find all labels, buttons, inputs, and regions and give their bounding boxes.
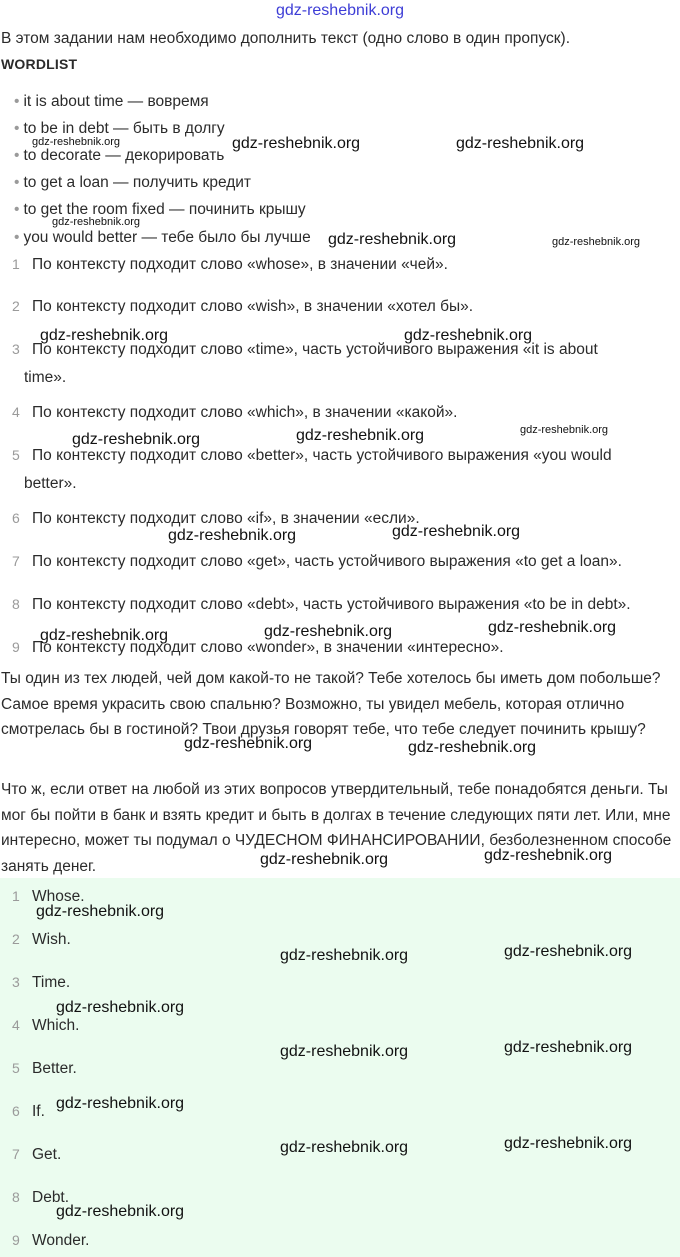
bullet-icon: • bbox=[14, 120, 20, 137]
item-number: 1 bbox=[12, 256, 20, 272]
watermark: gdz-reshebnik.org bbox=[232, 135, 361, 152]
bullet-icon: • bbox=[14, 201, 20, 218]
watermark: gdz-reshebnik.org bbox=[392, 523, 521, 540]
explanation-text: По контексту подходит слово «if», в значении «если». bbox=[32, 510, 420, 527]
watermark: gdz-reshebnik.org bbox=[488, 619, 617, 636]
watermark: gdz-reshebnik.org bbox=[184, 735, 313, 752]
answer-word: Get. bbox=[32, 1146, 62, 1163]
watermark: gdz-reshebnik.org bbox=[280, 1043, 409, 1060]
answer-item bbox=[0, 974, 680, 994]
watermark: gdz-reshebnik.org bbox=[504, 1135, 633, 1152]
answer-word: Which. bbox=[32, 1017, 80, 1034]
item-number: 6 bbox=[12, 510, 20, 526]
item-number: 2 bbox=[12, 298, 20, 314]
watermark: gdz-reshebnik.org bbox=[56, 999, 185, 1016]
wordlist-item: • to get a loan — получить кредит bbox=[14, 174, 252, 191]
wordlist-item: • to be in debt — быть в долгу bbox=[14, 120, 225, 137]
watermark: gdz-reshebnik.org bbox=[280, 947, 409, 964]
answer-item bbox=[0, 1232, 680, 1252]
site-header-watermark[interactable]: gdz-reshebnik.org bbox=[275, 2, 405, 19]
item-number: 4 bbox=[12, 404, 20, 420]
text-paragraph: Ты один из тех людей, чей дом какой-то не такой? Тебе хотелось бы иметь дом побольше? Самое время украсить свою спальню? Возможно, ты увидел мебель, которая отлично смотрелась бы в гостиной? Твои друзья говорят тебе, что тебе следует починить крышу? bbox=[1, 670, 661, 738]
item-number: 4 bbox=[12, 1017, 20, 1033]
watermark: gdz-reshebnik.org bbox=[456, 135, 585, 152]
item-number: 9 bbox=[12, 1232, 20, 1248]
wordlist-item: • it is about time — вовремя bbox=[14, 93, 209, 110]
explanation-text: По контексту подходит слово «whose», в значении «чей». bbox=[32, 256, 448, 273]
explanation-text: По контексту подходит слово «wish», в значении «хотел бы». bbox=[32, 298, 474, 315]
explanation-item bbox=[0, 447, 680, 497]
watermark: gdz-reshebnik.org bbox=[260, 851, 389, 868]
watermark: gdz-reshebnik.org bbox=[520, 424, 609, 436]
answer-word: If. bbox=[32, 1103, 45, 1120]
watermark: gdz-reshebnik.org bbox=[56, 1095, 185, 1112]
answer-word: Wonder. bbox=[32, 1232, 90, 1249]
watermark: gdz-reshebnik.org bbox=[168, 527, 297, 544]
wordlist-item: • to get the room fixed — починить крышу bbox=[14, 201, 306, 218]
text-paragraph: Что ж, если ответ на любой из этих вопросов утвердительный, тебе понадобятся деньги. Ты мог бы пойти в банк и взять кредит и быть в долгах в течение следующих пяти лет. Или, мне интересно, может ты подумал о ЧУДЕСНОМ ФИНАНСИРОВАНИИ, безболезненном способе занять денег. bbox=[1, 781, 672, 875]
wordlist-item: • you would better — тебе было бы лучше bbox=[14, 229, 311, 246]
item-number: 5 bbox=[12, 447, 20, 463]
watermark: gdz-reshebnik.org bbox=[296, 427, 425, 444]
item-number: 5 bbox=[12, 1060, 20, 1076]
item-number: 7 bbox=[12, 553, 20, 569]
watermark: gdz-reshebnik.org bbox=[408, 739, 537, 756]
bullet-icon: • bbox=[14, 229, 20, 246]
bullet-icon: • bbox=[14, 93, 20, 110]
watermark: gdz-reshebnik.org bbox=[264, 623, 393, 640]
item-number: 8 bbox=[12, 1189, 20, 1205]
item-number: 3 bbox=[12, 974, 20, 990]
watermark: gdz-reshebnik.org bbox=[404, 327, 533, 344]
watermark: gdz-reshebnik.org bbox=[504, 943, 633, 960]
answer-word: Time. bbox=[32, 974, 71, 991]
watermark: gdz-reshebnik.org bbox=[504, 1039, 633, 1056]
answer-word: Better. bbox=[32, 1060, 77, 1077]
explanation-item bbox=[0, 404, 680, 424]
item-number: 6 bbox=[12, 1103, 20, 1119]
explanation-text-continued: better». bbox=[24, 475, 77, 492]
item-number: 1 bbox=[12, 888, 20, 904]
item-number: 7 bbox=[12, 1146, 20, 1162]
task-intro: В этом задании нам необходимо дополнить текст (одно слово в один пропуск). bbox=[1, 30, 571, 47]
item-number: 2 bbox=[12, 931, 20, 947]
answer-word: Whose. bbox=[32, 888, 85, 905]
explanation-text: По контексту подходит слово «which», в значении «какой». bbox=[32, 404, 458, 421]
watermark: gdz-reshebnik.org bbox=[32, 136, 121, 148]
explanation-text: По контексту подходит слово «better», часть устойчивого выражения «you would bbox=[32, 447, 612, 464]
answer-item bbox=[0, 1017, 680, 1037]
watermark: gdz-reshebnik.org bbox=[52, 216, 141, 228]
explanation-item bbox=[0, 256, 680, 276]
explanation-item bbox=[0, 596, 680, 616]
watermark: gdz-reshebnik.org bbox=[484, 847, 613, 864]
explanation-text: По контексту подходит слово «debt», часть устойчивого выражения «to be in debt». bbox=[32, 596, 631, 613]
watermark: gdz-reshebnik.org bbox=[36, 903, 165, 920]
watermark: gdz-reshebnik.org bbox=[56, 1203, 185, 1220]
explanation-text: По контексту подходит слово «get», часть устойчивого выражения «to get a loan». bbox=[32, 553, 622, 570]
watermark: gdz-reshebnik.org bbox=[72, 431, 201, 448]
explanation-text: По контексту подходит слово «time», часть устойчивого выражения «it is about bbox=[32, 341, 598, 358]
answer-word: Wish. bbox=[32, 931, 71, 948]
watermark: gdz-reshebnik.org bbox=[40, 327, 169, 344]
answer-word: Debt. bbox=[32, 1189, 70, 1206]
explanation-text-continued: time». bbox=[24, 369, 67, 386]
wordlist-title: WORDLIST bbox=[1, 56, 78, 72]
watermark: gdz-reshebnik.org bbox=[328, 231, 457, 248]
explanation-item bbox=[0, 298, 680, 318]
answer-item bbox=[0, 1060, 680, 1080]
watermark: gdz-reshebnik.org bbox=[552, 236, 641, 248]
bullet-icon: • bbox=[14, 147, 20, 164]
explanation-text: По контексту подходит слово «wonder», в значении «интересно». bbox=[32, 639, 504, 656]
item-number: 9 bbox=[12, 639, 20, 655]
item-number: 8 bbox=[12, 596, 20, 612]
bullet-icon: • bbox=[14, 174, 20, 191]
item-number: 3 bbox=[12, 341, 20, 357]
explanation-item bbox=[0, 510, 680, 530]
wordlist-item: • to decorate — декорировать bbox=[14, 147, 225, 164]
explanation-item bbox=[0, 553, 680, 573]
watermark: gdz-reshebnik.org bbox=[40, 627, 169, 644]
explanation-item bbox=[0, 341, 680, 391]
watermark: gdz-reshebnik.org bbox=[280, 1139, 409, 1156]
